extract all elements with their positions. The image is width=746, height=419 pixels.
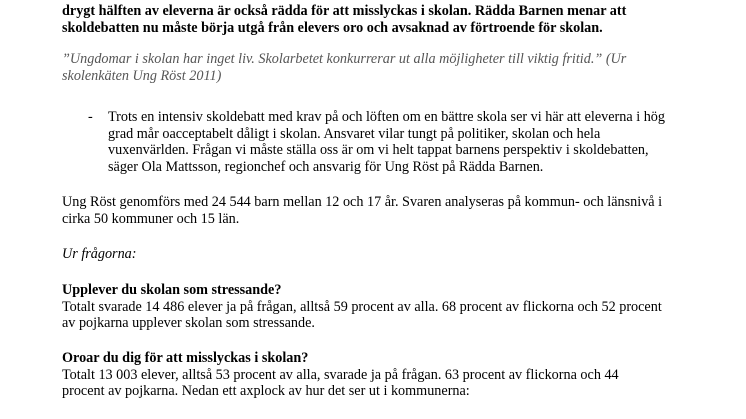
section-label: Ur frågorna: bbox=[62, 246, 137, 262]
survey-info-paragraph bbox=[62, 194, 722, 227]
question-heading: Upplever du skolan som stressande? bbox=[62, 282, 282, 298]
answer-line-1: Totalt svarade 14 486 elever ja på frågan, alltså 59 procent av alla. 68 procent av flickorna och 52 procent bbox=[62, 298, 662, 315]
quote-line-2: skolenkäten Ung Röst 2011) bbox=[62, 67, 222, 84]
bullet-line-2: grad mår oacceptabelt dåligt i skolan. Ansvaret vilar tungt på politiker, skolan och hela bbox=[108, 125, 601, 142]
student-quote bbox=[62, 51, 722, 84]
bullet-line-4: säger Ola Mattsson, regionchef och ansvarig för Ung Röst på Rädda Barnen. bbox=[108, 158, 544, 175]
lead-line-2: skoldebatten nu måste börja utgå från elevers oro och avsaknad av förtroende för skolan. bbox=[62, 19, 603, 36]
info-line-1: Ung Röst genomförs med 24 544 barn mellan 12 och 17 år. Svaren analyseras på kommun- och länsnivå i bbox=[62, 194, 663, 210]
question-heading: Oroar du dig för att misslyckas i skolan? bbox=[62, 350, 309, 366]
question-block-stress bbox=[62, 282, 722, 332]
bullet-line-1: Trots en intensiv skoldebatt med krav på och löften om en bättre skola ser vi här att eleverna i hög bbox=[108, 109, 665, 125]
answer-line-1: Totalt 13 003 elever, alltså 53 procent av alla, svarade ja på frågan. 63 procent av flickorna och 44 bbox=[62, 366, 619, 383]
lead-paragraph bbox=[62, 3, 722, 36]
lead-line-1: drygt hälften av eleverna är också rädda för att misslyckas i skolan. Rädda Barnen menar att bbox=[62, 3, 627, 19]
quote-line-1: ”Ungdomar i skolan har inget liv. Skolarbetet konkurrerar ut alla möjligheter till viktig fritid.” (Ur bbox=[62, 51, 627, 67]
info-line-2: cirka 50 kommuner och 15 län. bbox=[62, 210, 240, 227]
answer-line-2: av pojkarna upplever skolan som stressande. bbox=[62, 315, 315, 331]
bullet-text bbox=[108, 109, 722, 175]
bullet-line-3: vuxenvärlden. Frågan vi måste ställa oss är om vi helt tappat barnens perspektiv i skoldebatten, bbox=[108, 142, 649, 158]
answer-line-2: procent av pojkarna. Nedan ett axplock av hur det ser ut i kommunerna: bbox=[62, 383, 470, 399]
question-block-worry bbox=[62, 350, 722, 400]
bullet-marker: - bbox=[88, 109, 93, 125]
